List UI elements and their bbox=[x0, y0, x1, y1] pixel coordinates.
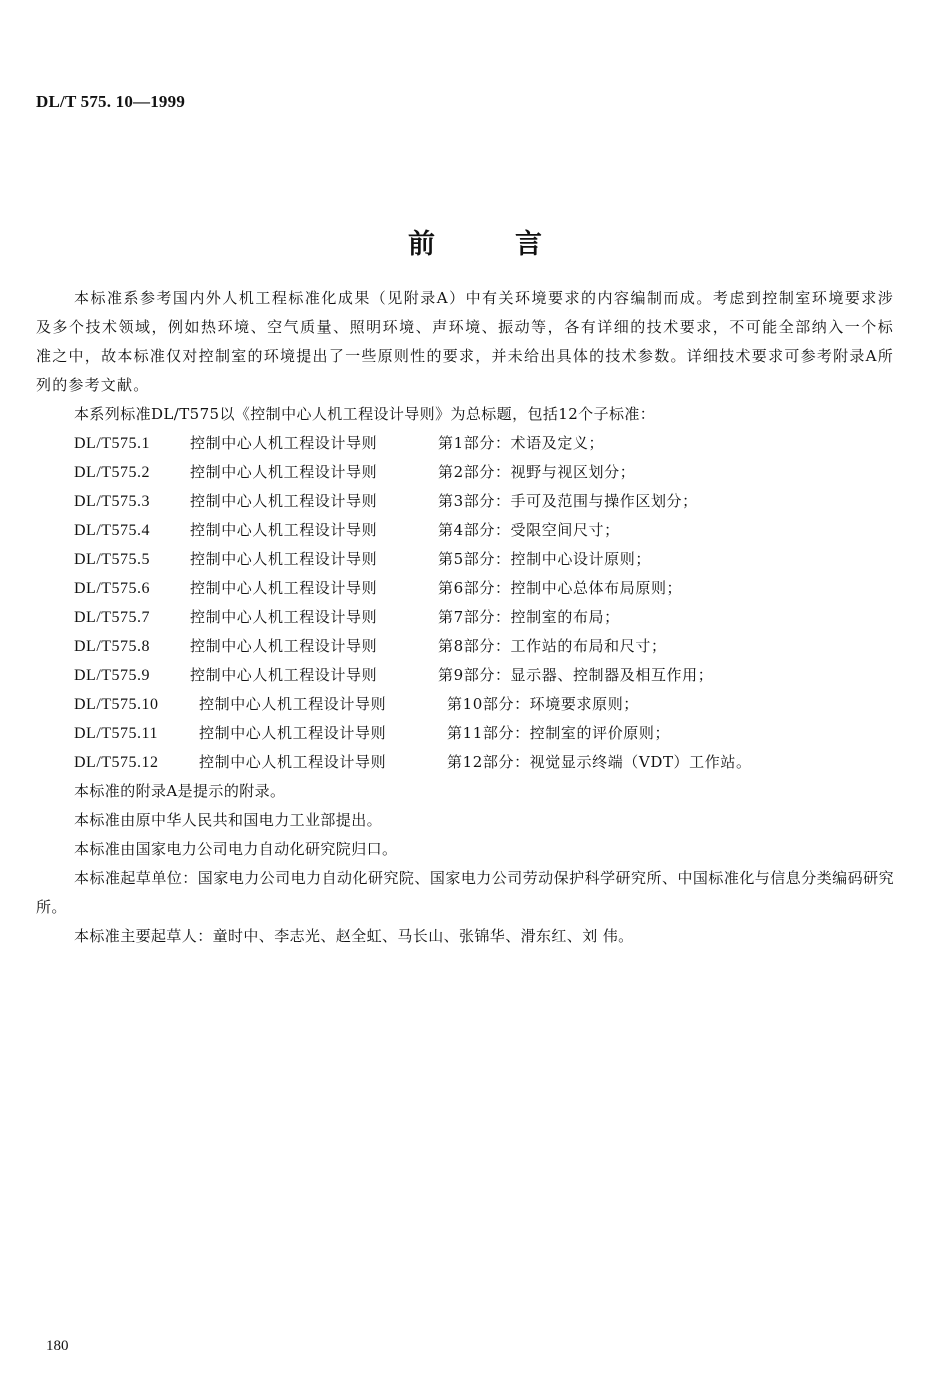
intro-paragraph: 本标准系参考国内外人机工程标准化成果（见附录A）中有关环境要求的内容编制而成。考虑到控制室环境要求涉及多个技术领域，例如热环境、空气质量、照明环境、声环境、振动等，各有详细的技术要求，不可能全部纳入一个标准之中，故本标准仅对控制室的环境提出了一些原则性的要求，并未给出具体的技术参数。详细技术要求可参考附录A所列的参考文献。 bbox=[36, 289, 894, 394]
part-subtitle: 第2部分：视野与视区划分； bbox=[438, 463, 636, 481]
part-title: 控制中心人机工程设计导则 bbox=[190, 637, 378, 655]
part-subtitle: 第4部分：受限空间尺寸； bbox=[438, 521, 620, 539]
part-subtitle: 第12部分：视觉显示终端（VDT）工作站。 bbox=[447, 753, 752, 771]
list-item bbox=[36, 603, 894, 632]
list-item bbox=[36, 516, 894, 545]
part-code: DL/T575.8 bbox=[74, 638, 151, 655]
administrator-note: 本标准由国家电力公司电力自动化研究院归口。 bbox=[74, 840, 398, 858]
part-code: DL/T575.2 bbox=[74, 464, 151, 481]
part-title: 控制中心人机工程设计导则 bbox=[190, 492, 378, 510]
part-subtitle: 第10部分：环境要求原则； bbox=[447, 695, 639, 713]
list-item bbox=[36, 748, 894, 777]
part-code: DL/T575.9 bbox=[74, 667, 151, 684]
list-item bbox=[36, 545, 894, 574]
proposer-note: 本标准由原中华人民共和国电力工业部提出。 bbox=[74, 811, 383, 829]
page-number: 180 bbox=[46, 1338, 69, 1354]
list-item bbox=[36, 574, 894, 603]
list-item bbox=[36, 458, 894, 487]
part-code: DL/T575.6 bbox=[74, 580, 151, 597]
list-item bbox=[36, 487, 894, 516]
list-item bbox=[36, 690, 894, 719]
part-title: 控制中心人机工程设计导则 bbox=[199, 753, 387, 771]
part-title: 控制中心人机工程设计导则 bbox=[190, 608, 378, 626]
part-code: DL/T575.1 bbox=[74, 435, 151, 452]
part-subtitle: 第8部分：工作站的布局和尺寸； bbox=[438, 637, 667, 655]
parts-list bbox=[36, 429, 894, 777]
part-code: DL/T575.4 bbox=[74, 522, 151, 539]
part-subtitle: 第7部分：控制室的布局； bbox=[438, 608, 620, 626]
list-item bbox=[36, 632, 894, 661]
part-code: DL/T575.12 bbox=[74, 754, 159, 771]
part-title: 控制中心人机工程设计导则 bbox=[190, 521, 378, 539]
part-code: DL/T575.3 bbox=[74, 493, 151, 510]
part-title: 控制中心人机工程设计导则 bbox=[199, 695, 387, 713]
part-title: 控制中心人机工程设计导则 bbox=[190, 550, 378, 568]
part-title: 控制中心人机工程设计导则 bbox=[190, 463, 378, 481]
part-code: DL/T575.11 bbox=[74, 725, 158, 742]
drafters-note: 本标准主要起草人：童时中、李志光、赵全虹、马长山、张锦华、滑东红、刘 伟。 bbox=[74, 927, 634, 945]
list-item bbox=[36, 719, 894, 748]
part-code: DL/T575.10 bbox=[74, 696, 159, 713]
list-item bbox=[36, 661, 894, 690]
part-subtitle: 第11部分：控制室的评价原则； bbox=[447, 724, 671, 742]
standard-code: DL/T 575. 10—1999 bbox=[36, 92, 186, 111]
foreword-body bbox=[36, 284, 894, 951]
list-item bbox=[36, 429, 894, 458]
part-title: 控制中心人机工程设计导则 bbox=[199, 724, 387, 742]
part-code: DL/T575.7 bbox=[74, 609, 151, 626]
appendix-note: 本标准的附录A是提示的附录。 bbox=[74, 782, 286, 800]
drafting-units-note: 本标准起草单位：国家电力公司电力自动化研究院、国家电力公司劳动保护科学研究所、中国标准化与信息分类编码研究所。 bbox=[36, 869, 894, 916]
part-title: 控制中心人机工程设计导则 bbox=[190, 579, 378, 597]
part-subtitle: 第9部分：显示器、控制器及相互作用； bbox=[438, 666, 714, 684]
part-subtitle: 第3部分：手可及范围与操作区划分； bbox=[438, 492, 698, 510]
part-subtitle: 第1部分：术语及定义； bbox=[438, 434, 605, 452]
part-title: 控制中心人机工程设计导则 bbox=[190, 666, 378, 684]
part-subtitle: 第5部分：控制中心设计原则； bbox=[438, 550, 651, 568]
part-title: 控制中心人机工程设计导则 bbox=[190, 434, 378, 452]
page-title: 前言 bbox=[408, 229, 622, 260]
series-intro-paragraph: 本系列标准DL/T575以《控制中心人机工程设计导则》为总标题，包括12个子标准： bbox=[74, 405, 656, 423]
part-code: DL/T575.5 bbox=[74, 551, 151, 568]
part-subtitle: 第6部分：控制中心总体布局原则； bbox=[438, 579, 683, 597]
